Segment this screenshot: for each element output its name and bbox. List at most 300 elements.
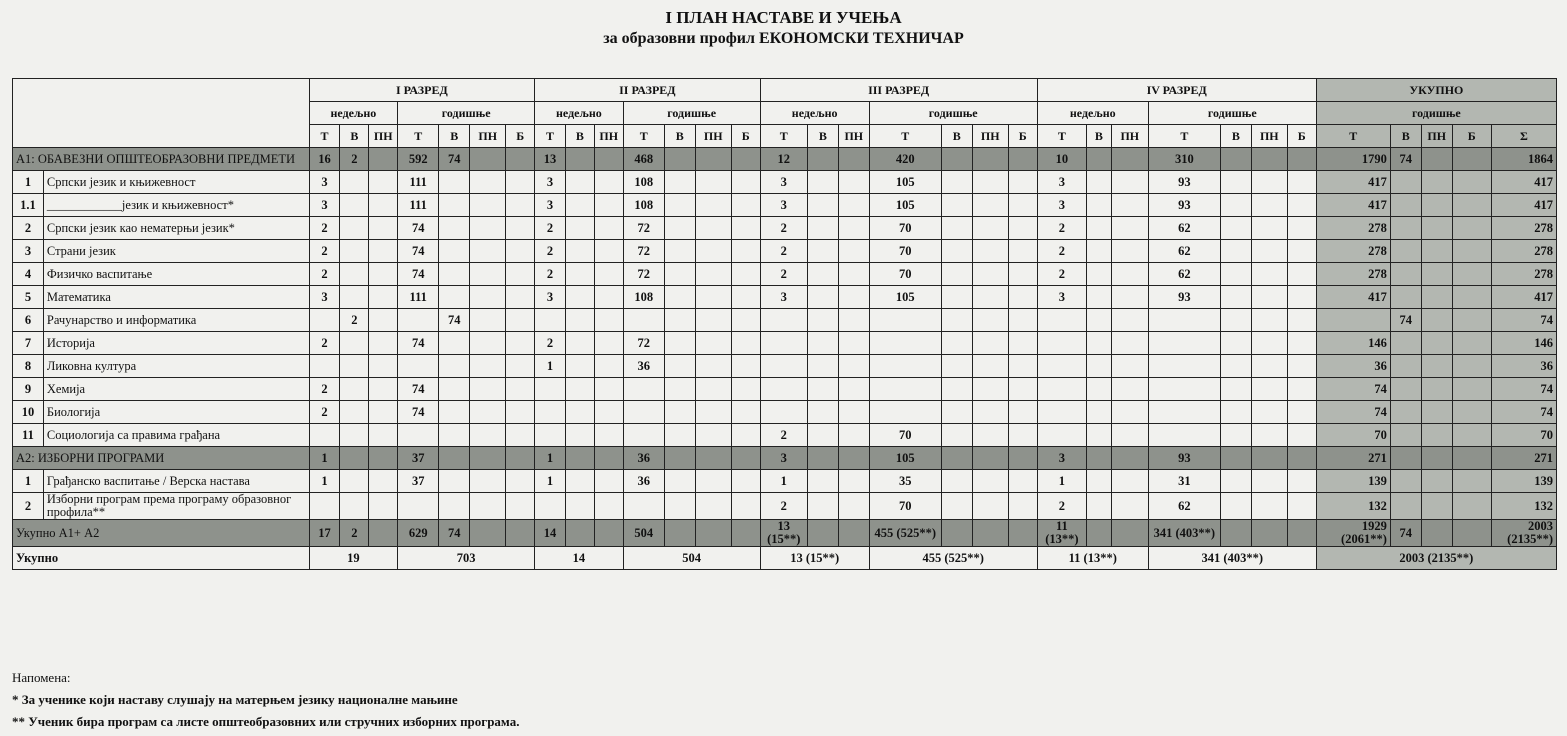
value-cell xyxy=(1111,240,1148,263)
table-row xyxy=(13,493,1557,520)
value-cell xyxy=(838,217,869,240)
value-cell xyxy=(1008,424,1037,447)
value-cell xyxy=(1008,240,1037,263)
value-cell xyxy=(1390,424,1421,447)
value-cell xyxy=(1037,309,1086,332)
value-cell xyxy=(1220,424,1251,447)
value-cell xyxy=(1111,286,1148,309)
value-cell: 108 xyxy=(623,194,664,217)
table-row xyxy=(13,447,1557,470)
value-cell: 3 xyxy=(760,447,807,470)
value-cell xyxy=(1087,309,1112,332)
value-cell xyxy=(941,332,972,355)
value-cell xyxy=(439,263,470,286)
value-cell xyxy=(695,378,731,401)
value-cell: 417 xyxy=(1491,286,1556,309)
value-cell xyxy=(506,401,535,424)
value-cell xyxy=(1421,194,1452,217)
value-cell xyxy=(398,424,439,447)
value-cell xyxy=(1421,217,1452,240)
section-name: А1: ОБАВЕЗНИ ОПШТЕОБРАЗОВНИ ПРЕДМЕТИ xyxy=(13,148,310,171)
value-cell xyxy=(807,493,838,520)
value-cell xyxy=(1251,378,1287,401)
value-cell xyxy=(1251,332,1287,355)
subject-name: Хемија xyxy=(43,378,309,401)
value-cell xyxy=(1421,355,1452,378)
value-cell xyxy=(1037,355,1086,378)
value-cell xyxy=(1390,447,1421,470)
value-cell xyxy=(1220,171,1251,194)
value-cell: 2 xyxy=(340,148,369,171)
value-cell xyxy=(1390,217,1421,240)
total-value: 19 xyxy=(309,547,398,570)
value-cell xyxy=(1452,493,1491,520)
value-cell: 2 xyxy=(309,332,340,355)
value-cell xyxy=(1251,148,1287,171)
value-cell xyxy=(1148,309,1220,332)
value-cell xyxy=(439,217,470,240)
value-cell xyxy=(1251,493,1287,520)
subject-name: Страни језик xyxy=(43,240,309,263)
value-cell xyxy=(869,378,941,401)
value-cell xyxy=(941,148,972,171)
value-cell: 36 xyxy=(623,447,664,470)
value-cell xyxy=(731,424,760,447)
value-cell: 70 xyxy=(869,217,941,240)
value-cell xyxy=(594,286,623,309)
column-header: Б xyxy=(506,125,535,148)
value-cell xyxy=(807,240,838,263)
row-number: 2 xyxy=(13,217,44,240)
value-cell xyxy=(594,263,623,286)
value-cell: 3 xyxy=(1037,171,1086,194)
value-cell: 74 xyxy=(1390,148,1421,171)
value-cell xyxy=(470,171,506,194)
value-cell xyxy=(1008,148,1037,171)
value-cell xyxy=(1316,309,1390,332)
value-cell xyxy=(1251,263,1287,286)
value-cell: 629 xyxy=(398,520,439,547)
value-cell xyxy=(731,520,760,547)
subject-name: Српски језик као нематерњи језик* xyxy=(43,217,309,240)
value-cell xyxy=(1287,240,1316,263)
value-cell xyxy=(807,332,838,355)
section-name: Укупно А1+ А2 xyxy=(13,520,310,547)
weekly-header: недељно xyxy=(309,102,398,125)
value-cell xyxy=(972,263,1008,286)
value-cell: 2 xyxy=(1037,493,1086,520)
value-cell: 10 xyxy=(1037,148,1086,171)
value-cell xyxy=(1220,217,1251,240)
value-cell xyxy=(731,378,760,401)
value-cell xyxy=(1148,355,1220,378)
value-cell xyxy=(838,424,869,447)
value-cell xyxy=(340,424,369,447)
subject-name: Физичко васпитање xyxy=(43,263,309,286)
weekly-header: недељно xyxy=(535,102,624,125)
value-cell: 2 xyxy=(309,401,340,424)
value-cell: 2 xyxy=(309,263,340,286)
value-cell xyxy=(664,332,695,355)
value-cell xyxy=(1008,332,1037,355)
value-cell xyxy=(1421,447,1452,470)
value-cell: 62 xyxy=(1148,217,1220,240)
value-cell: 2 xyxy=(760,217,807,240)
value-cell xyxy=(1087,194,1112,217)
value-cell: 72 xyxy=(623,332,664,355)
value-cell xyxy=(807,378,838,401)
value-cell xyxy=(1008,378,1037,401)
value-cell xyxy=(369,401,398,424)
value-cell xyxy=(506,309,535,332)
value-cell: 2 xyxy=(1037,263,1086,286)
row-number: 1 xyxy=(13,470,44,493)
value-cell xyxy=(470,263,506,286)
row-number: 2 xyxy=(13,493,44,520)
value-cell xyxy=(972,309,1008,332)
value-cell xyxy=(1111,470,1148,493)
value-cell xyxy=(566,171,595,194)
value-cell: 105 xyxy=(869,194,941,217)
value-cell xyxy=(1087,217,1112,240)
value-cell xyxy=(506,447,535,470)
table-row xyxy=(13,217,1557,240)
value-cell xyxy=(1111,520,1148,547)
column-header: Т xyxy=(1037,125,1086,148)
value-cell xyxy=(941,401,972,424)
value-cell xyxy=(369,286,398,309)
value-cell xyxy=(439,286,470,309)
subject-name: Историја xyxy=(43,332,309,355)
value-cell xyxy=(506,520,535,547)
value-cell xyxy=(1148,424,1220,447)
value-cell xyxy=(731,217,760,240)
value-cell: 2 xyxy=(760,263,807,286)
value-cell: 74 xyxy=(439,520,470,547)
grade-header: III РАЗРЕД xyxy=(760,79,1037,102)
subject-name: ____________језик и књижевност* xyxy=(43,194,309,217)
section-name: А2: ИЗБОРНИ ПРОГРАМИ xyxy=(13,447,310,470)
value-cell: 35 xyxy=(869,470,941,493)
value-cell: 3 xyxy=(760,286,807,309)
value-cell xyxy=(760,401,807,424)
table-row xyxy=(13,309,1557,332)
value-cell xyxy=(506,240,535,263)
value-cell xyxy=(941,286,972,309)
value-cell xyxy=(535,378,566,401)
column-header: В xyxy=(807,125,838,148)
column-header: В xyxy=(1087,125,1112,148)
value-cell: 74 xyxy=(1316,378,1390,401)
value-cell xyxy=(731,240,760,263)
value-cell xyxy=(1390,332,1421,355)
value-cell: 111 xyxy=(398,286,439,309)
value-cell xyxy=(506,424,535,447)
value-cell xyxy=(731,493,760,520)
value-cell: 74 xyxy=(1491,401,1556,424)
value-cell xyxy=(972,355,1008,378)
value-cell: 74 xyxy=(439,309,470,332)
value-cell xyxy=(470,493,506,520)
value-cell xyxy=(1421,401,1452,424)
value-cell xyxy=(807,447,838,470)
value-cell: 417 xyxy=(1491,194,1556,217)
value-cell xyxy=(1220,286,1251,309)
value-cell xyxy=(340,240,369,263)
column-header: ПН xyxy=(1251,125,1287,148)
value-cell: 74 xyxy=(1491,309,1556,332)
value-cell: 11 (13**) xyxy=(1037,520,1086,547)
document-title: I ПЛАН НАСТАВЕ И УЧЕЊА xyxy=(665,8,902,27)
value-cell xyxy=(309,309,340,332)
value-cell xyxy=(1037,424,1086,447)
value-cell xyxy=(941,171,972,194)
table-row xyxy=(13,148,1557,171)
value-cell xyxy=(664,309,695,332)
value-cell: 17 xyxy=(309,520,340,547)
value-cell xyxy=(838,378,869,401)
value-cell xyxy=(1452,309,1491,332)
value-cell: 74 xyxy=(1316,401,1390,424)
value-cell: 62 xyxy=(1148,240,1220,263)
value-cell xyxy=(594,332,623,355)
value-cell xyxy=(470,355,506,378)
value-cell xyxy=(941,493,972,520)
value-cell xyxy=(340,332,369,355)
value-cell xyxy=(1452,240,1491,263)
value-cell xyxy=(695,263,731,286)
value-cell xyxy=(470,332,506,355)
value-cell xyxy=(623,309,664,332)
value-cell xyxy=(1087,378,1112,401)
value-cell xyxy=(731,309,760,332)
value-cell xyxy=(1287,286,1316,309)
value-cell xyxy=(941,217,972,240)
value-cell xyxy=(1220,470,1251,493)
value-cell xyxy=(972,493,1008,520)
value-cell xyxy=(1008,217,1037,240)
value-cell xyxy=(664,470,695,493)
total-column-header: Σ xyxy=(1491,125,1556,148)
value-cell xyxy=(838,148,869,171)
value-cell xyxy=(972,447,1008,470)
value-cell xyxy=(535,493,566,520)
table-row xyxy=(13,332,1557,355)
value-cell: 3 xyxy=(309,171,340,194)
value-cell: 1 xyxy=(535,447,566,470)
value-cell xyxy=(1390,263,1421,286)
value-cell xyxy=(1287,148,1316,171)
value-cell xyxy=(695,401,731,424)
value-cell: 1 xyxy=(760,470,807,493)
value-cell xyxy=(470,148,506,171)
value-cell xyxy=(807,286,838,309)
value-cell xyxy=(1421,286,1452,309)
value-cell: 70 xyxy=(1491,424,1556,447)
table-row xyxy=(13,194,1557,217)
value-cell xyxy=(594,171,623,194)
total-value: 11 (13**) xyxy=(1037,547,1148,570)
value-cell xyxy=(838,401,869,424)
value-cell xyxy=(972,470,1008,493)
value-cell: 1929 (2061**) xyxy=(1316,520,1390,547)
value-cell xyxy=(1220,309,1251,332)
value-cell xyxy=(369,424,398,447)
value-cell: 146 xyxy=(1491,332,1556,355)
value-cell xyxy=(369,194,398,217)
row-number: 1 xyxy=(13,171,44,194)
value-cell: 74 xyxy=(398,332,439,355)
value-cell xyxy=(1111,148,1148,171)
value-cell: 74 xyxy=(398,401,439,424)
value-cell xyxy=(623,378,664,401)
value-cell xyxy=(1287,424,1316,447)
value-cell xyxy=(1087,447,1112,470)
value-cell: 93 xyxy=(1148,194,1220,217)
value-cell xyxy=(594,355,623,378)
value-cell xyxy=(1220,378,1251,401)
column-header: ПН xyxy=(1111,125,1148,148)
value-cell xyxy=(340,447,369,470)
value-cell xyxy=(664,520,695,547)
column-header: ПН xyxy=(470,125,506,148)
value-cell xyxy=(309,424,340,447)
yearly-header: годишње xyxy=(1148,102,1316,125)
value-cell xyxy=(1251,470,1287,493)
value-cell xyxy=(1111,355,1148,378)
value-cell xyxy=(1037,401,1086,424)
yearly-header: годишње xyxy=(398,102,535,125)
value-cell xyxy=(731,470,760,493)
column-header: В xyxy=(340,125,369,148)
value-cell xyxy=(1251,424,1287,447)
total-header: УКУПНО xyxy=(1316,79,1556,102)
value-cell xyxy=(972,424,1008,447)
value-cell: 2 xyxy=(535,217,566,240)
value-cell: 70 xyxy=(869,493,941,520)
value-cell: 271 xyxy=(1316,447,1390,470)
value-cell xyxy=(972,148,1008,171)
value-cell xyxy=(506,148,535,171)
value-cell xyxy=(1390,355,1421,378)
value-cell xyxy=(470,520,506,547)
value-cell xyxy=(566,286,595,309)
value-cell xyxy=(1087,424,1112,447)
value-cell: 2 xyxy=(340,309,369,332)
value-cell xyxy=(664,171,695,194)
value-cell xyxy=(566,355,595,378)
value-cell xyxy=(1421,424,1452,447)
column-header: В xyxy=(439,125,470,148)
value-cell xyxy=(566,424,595,447)
value-cell: 37 xyxy=(398,447,439,470)
value-cell xyxy=(838,263,869,286)
value-cell: 417 xyxy=(1316,286,1390,309)
value-cell xyxy=(941,263,972,286)
value-cell xyxy=(807,470,838,493)
value-cell xyxy=(1111,401,1148,424)
value-cell: 36 xyxy=(1316,355,1390,378)
value-cell xyxy=(470,309,506,332)
value-cell xyxy=(1452,148,1491,171)
value-cell: 105 xyxy=(869,171,941,194)
total-column-header: ПН xyxy=(1421,125,1452,148)
value-cell: 1 xyxy=(1037,470,1086,493)
value-cell: 105 xyxy=(869,286,941,309)
value-cell xyxy=(566,493,595,520)
value-cell: 2 xyxy=(309,217,340,240)
value-cell xyxy=(623,493,664,520)
value-cell xyxy=(1421,309,1452,332)
value-cell xyxy=(695,424,731,447)
value-cell xyxy=(664,424,695,447)
value-cell: 36 xyxy=(623,355,664,378)
value-cell xyxy=(1452,424,1491,447)
value-cell xyxy=(470,447,506,470)
value-cell xyxy=(941,355,972,378)
value-cell xyxy=(838,355,869,378)
value-cell: 3 xyxy=(309,194,340,217)
value-cell xyxy=(439,493,470,520)
value-cell xyxy=(594,520,623,547)
value-cell xyxy=(1111,217,1148,240)
value-cell xyxy=(398,355,439,378)
curriculum-table xyxy=(12,78,1557,570)
value-cell: 74 xyxy=(398,217,439,240)
table-row xyxy=(13,401,1557,424)
value-cell xyxy=(1251,520,1287,547)
value-cell xyxy=(340,194,369,217)
value-cell: 3 xyxy=(760,194,807,217)
value-cell xyxy=(1008,493,1037,520)
value-cell xyxy=(838,286,869,309)
value-cell xyxy=(1452,470,1491,493)
value-cell xyxy=(1037,378,1086,401)
value-cell xyxy=(1287,493,1316,520)
value-cell xyxy=(731,263,760,286)
document-subtitle: за образовни профил ЕКОНОМСКИ ТЕХНИЧАР xyxy=(603,30,964,47)
value-cell: 1864 xyxy=(1491,148,1556,171)
column-header: ПН xyxy=(972,125,1008,148)
value-cell: 1 xyxy=(309,447,340,470)
value-cell xyxy=(439,332,470,355)
value-cell xyxy=(1087,148,1112,171)
value-cell xyxy=(506,286,535,309)
value-cell: 310 xyxy=(1148,148,1220,171)
value-cell: 1 xyxy=(535,470,566,493)
value-cell: 31 xyxy=(1148,470,1220,493)
value-cell: 2 xyxy=(1037,240,1086,263)
value-cell xyxy=(439,194,470,217)
value-cell xyxy=(566,263,595,286)
value-cell xyxy=(309,493,340,520)
value-cell xyxy=(1111,332,1148,355)
value-cell xyxy=(1452,217,1491,240)
value-cell xyxy=(807,148,838,171)
value-cell xyxy=(807,520,838,547)
column-header: В xyxy=(1220,125,1251,148)
value-cell xyxy=(1111,171,1148,194)
value-cell: 417 xyxy=(1316,171,1390,194)
column-header: Т xyxy=(1148,125,1220,148)
value-cell xyxy=(664,240,695,263)
value-cell: 37 xyxy=(398,470,439,493)
value-cell xyxy=(566,217,595,240)
value-cell: 70 xyxy=(869,424,941,447)
value-cell xyxy=(838,332,869,355)
table-row xyxy=(13,424,1557,447)
value-cell xyxy=(972,520,1008,547)
